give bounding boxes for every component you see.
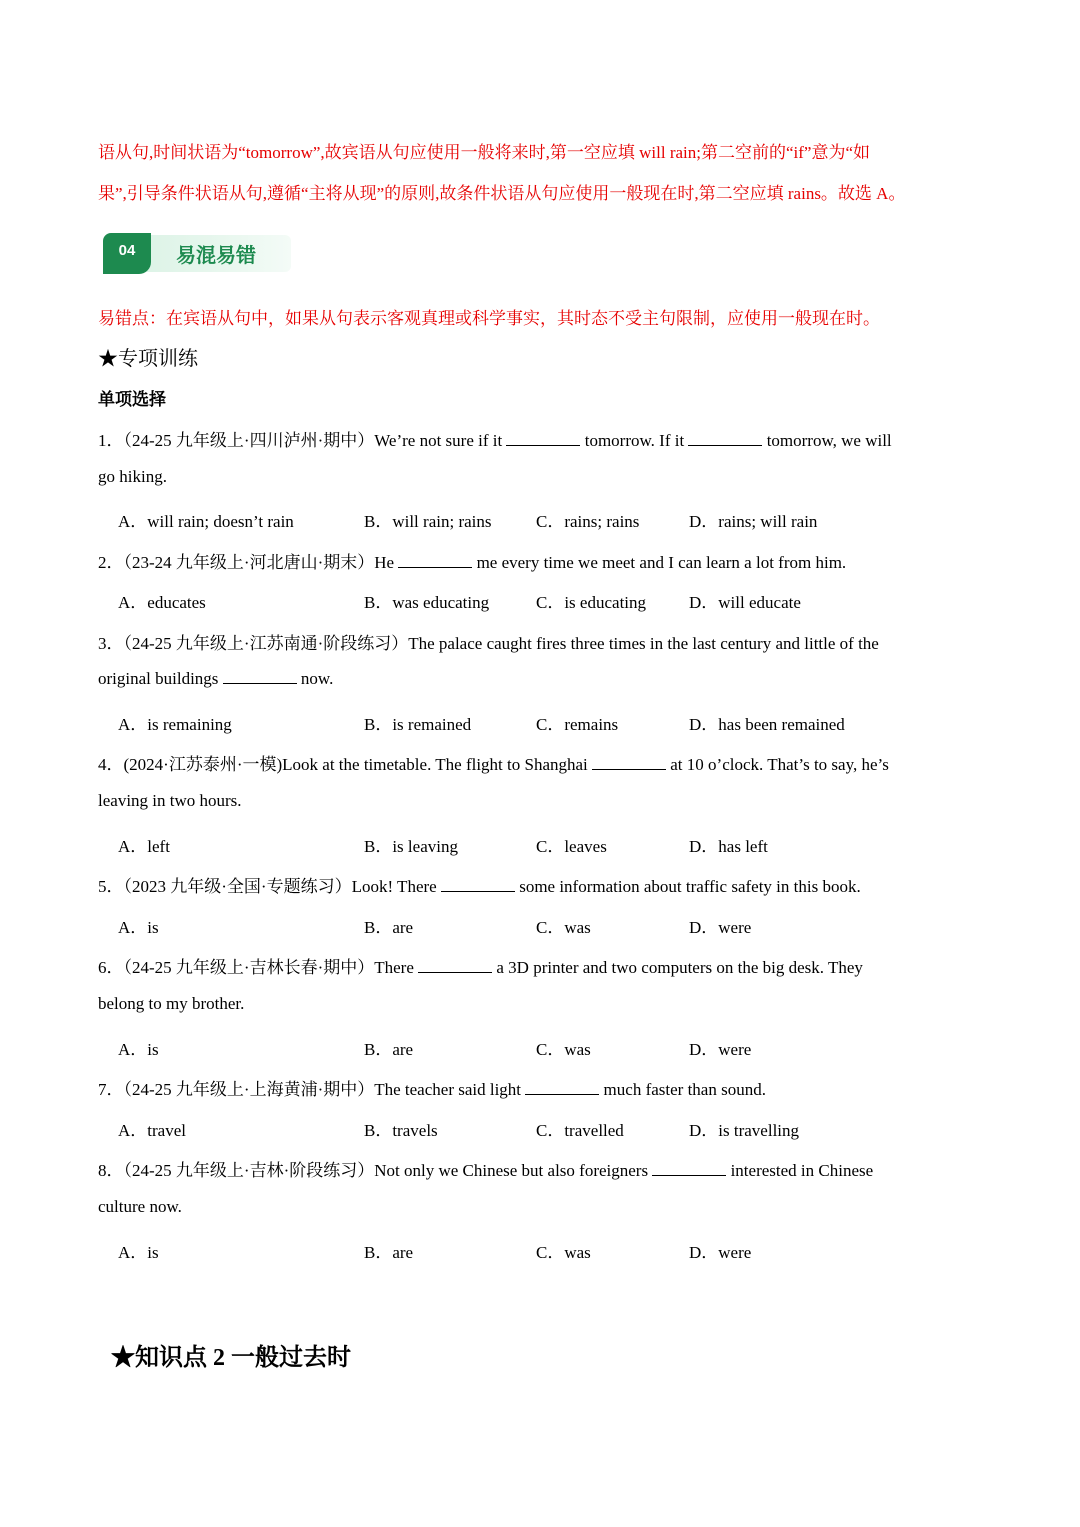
question-5-option-d: D．were: [689, 918, 752, 937]
question-1-option-d: D．rains; will rain: [689, 512, 818, 531]
question-6-line-1: 6．（24-25 九年级上·吉林长春·期中）There a 3D printer and two computers on the big desk. They: [98, 958, 863, 977]
section-badge: [103, 233, 291, 274]
answer-blank: [592, 755, 666, 770]
question-8-option-d: D．were: [689, 1243, 752, 1262]
question-7-option-b: B．travels: [364, 1121, 438, 1140]
question-2-option-b: B．was educating: [364, 593, 490, 612]
answer-blank: [441, 877, 515, 892]
question-4-option-c: C．leaves: [536, 837, 607, 856]
question-8-line-2: culture now.: [98, 1197, 182, 1216]
question-5-option-a: A．is: [118, 918, 159, 937]
answer-blank: [652, 1161, 726, 1176]
question-6-option-c: C．was: [536, 1040, 591, 1059]
question-1-option-c: C．rains; rains: [536, 512, 640, 531]
question-3-line-1: 3．（24-25 九年级上·江苏南通·阶段练习）The palace caught fires three times in the last century and little of the: [98, 634, 879, 653]
section-badge-label: 易混易错: [176, 243, 256, 267]
answer-blank: [418, 958, 492, 973]
answer-blank: [398, 553, 472, 568]
question-3-line-2: original buildings now.: [98, 669, 334, 688]
question-4-option-d: D．has left: [689, 837, 768, 856]
question-7-option-c: C．travelled: [536, 1121, 624, 1140]
single-choice-title: 单项选择: [98, 390, 166, 409]
answer-blank: [688, 431, 762, 446]
question-8-option-a: A．is: [118, 1243, 159, 1262]
question-3-option-c: C．remains: [536, 715, 619, 734]
question-6-line-2: belong to my brother.: [98, 994, 245, 1013]
question-5-option-b: B．are: [364, 918, 414, 937]
question-4-option-a: A．left: [118, 837, 170, 856]
question-1-line-2: go hiking.: [98, 467, 167, 486]
explanation-line-1: 语从句,时间状语为“tomorrow”,故宾语从句应使用一般将来时,第一空应填 will rain;第二空前的“if”意为“如: [98, 143, 871, 162]
question-5-option-c: C．was: [536, 918, 591, 937]
question-4-option-b: B．is leaving: [364, 837, 458, 856]
answer-blank: [223, 669, 297, 684]
special-training-title: ★专项训练: [98, 348, 198, 370]
answer-blank: [506, 431, 580, 446]
section-badge-number: 04: [103, 233, 151, 274]
explanation-line-2: 果”,引导条件状语从句,遵循“主将从现”的原则,故条件状语从句应使用一般现在时,第二空应填 rains。故选 A。: [98, 184, 906, 203]
question-3-option-d: D．has been remained: [689, 715, 845, 734]
question-4-line-1: 4．(2024·江苏泰州·一模)Look at the timetable. The flight to Shanghai at 10 o’clock. That’s to say, he’s: [98, 755, 889, 774]
knowledge-point-title: ★知识点 2 一般过去时: [111, 1345, 351, 1371]
question-3-option-a: A．is remaining: [118, 715, 232, 734]
question-1-option-a: A．will rain; doesn’t rain: [118, 512, 294, 531]
question-6-option-a: A．is: [118, 1040, 159, 1059]
question-2-option-d: D．will educate: [689, 593, 801, 612]
question-7-option-d: D．is travelling: [689, 1121, 800, 1140]
question-8-option-c: C．was: [536, 1243, 591, 1262]
error-point: 易错点：在宾语从句中，如果从句表示客观真理或科学事实，其时态不受主句限制，应使用一般现在时。: [98, 309, 880, 328]
question-2-option-a: A．educates: [118, 593, 206, 612]
question-8-line-1: 8．（24-25 九年级上·吉林·阶段练习）Not only we Chinese but also foreigners interested in Chinese: [98, 1161, 874, 1180]
question-5-line-1: 5．（2023 九年级·全国·专题练习）Look! There some information about traffic safety in this book.: [98, 877, 861, 896]
question-1-line-1: 1．（24-25 九年级上·四川泸州·期中）We’re not sure if it tomorrow. If it tomorrow, we will: [98, 431, 892, 450]
answer-blank: [525, 1080, 599, 1095]
question-1-option-b: B．will rain; rains: [364, 512, 492, 531]
question-3-option-b: B．is remained: [364, 715, 472, 734]
question-8-option-b: B．are: [364, 1243, 414, 1262]
question-6-option-b: B．are: [364, 1040, 414, 1059]
question-7-option-a: A．travel: [118, 1121, 186, 1140]
question-2-line-1: 2．（23-24 九年级上·河北唐山·期末）He me every time we meet and I can learn a lot from him.: [98, 553, 847, 572]
question-4-line-2: leaving in two hours.: [98, 791, 242, 810]
question-2-option-c: C．is educating: [536, 593, 647, 612]
question-7-line-1: 7．（24-25 九年级上·上海黄浦·期中）The teacher said light much faster than sound.: [98, 1080, 766, 1099]
question-6-option-d: D．were: [689, 1040, 752, 1059]
